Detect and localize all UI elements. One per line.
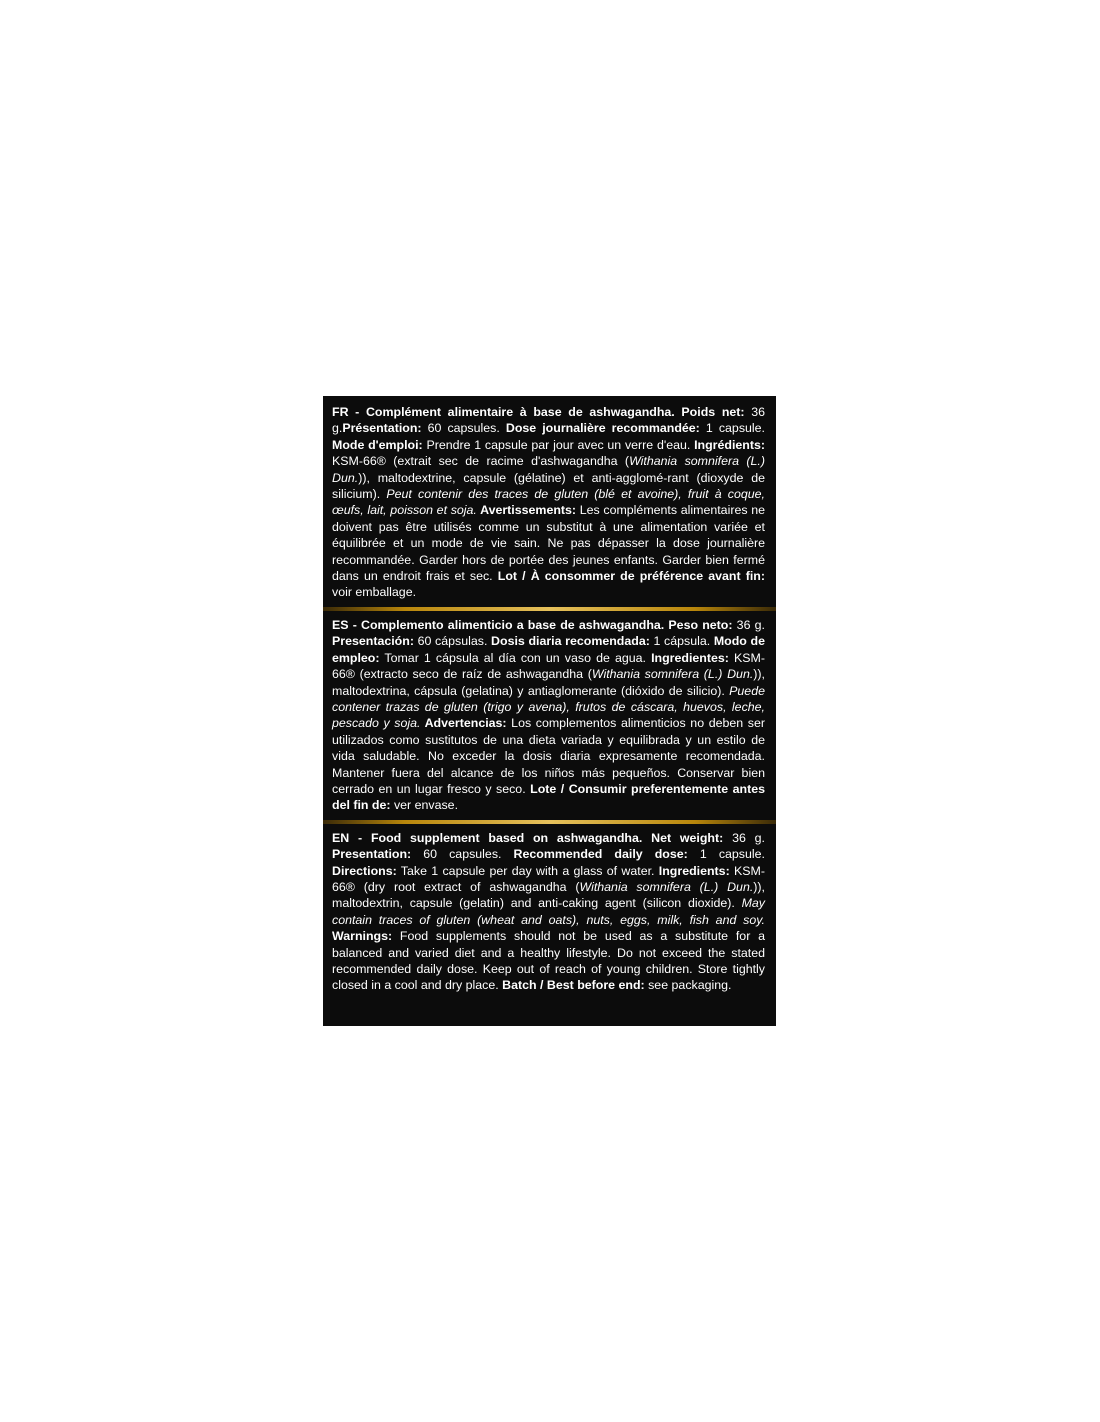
es-warnings-value: Los complementos alimenticios no deben ser utilizados como sustitutos de una dieta variada y equilibrada y un estilo de vida saludable. No exceder la dosis diaria expresamente recomendada. Mantener fuera del alcance de los niños más pequeños. Conservar bien cerrado en un lugar fresco y seco. bbox=[332, 716, 765, 796]
fr-traces: Peut contenir des traces de gluten (blé et avoine), fruit à coque, œufs, lait, poisson et soja. bbox=[332, 487, 765, 518]
en-warnings-label: Warnings: bbox=[332, 929, 393, 944]
en-dose-label: Recommended daily dose: bbox=[513, 847, 688, 862]
gold-divider bbox=[323, 820, 776, 824]
fr-header: FR - Complément alimentaire à base de ashwagandha. Poids net: bbox=[332, 405, 745, 419]
french-text bbox=[332, 404, 765, 601]
fr-usage-value: Prendre 1 capsule par jour avec un verre d'eau. bbox=[422, 437, 695, 452]
es-warnings-label: Advertencias: bbox=[420, 716, 507, 731]
es-dose-label: Dosis diaria recomendada: bbox=[491, 634, 650, 649]
fr-presentation-value: 60 capsules. bbox=[421, 421, 506, 436]
fr-batch-value: voir emballage. bbox=[332, 585, 417, 600]
fr-dose-value: 1 capsule. bbox=[699, 421, 765, 436]
en-traces: May contain traces of gluten (wheat and oats), nuts, eggs, milk, fish and soy. bbox=[332, 896, 765, 927]
en-usage-value: Take 1 capsule per day with a glass of water. bbox=[396, 863, 659, 878]
english-section bbox=[332, 830, 765, 994]
es-batch-label: Lote / Consumir preferentemente antes del fin de: bbox=[332, 781, 765, 813]
en-species: Withania somnifera (L.) Dun. bbox=[579, 879, 754, 894]
en-batch-value: see packaging. bbox=[644, 978, 732, 993]
french-section bbox=[332, 404, 765, 601]
en-ingredients-value-1: KSM-66® (dry root extract of ashwagandha ( bbox=[332, 863, 766, 894]
es-presentation-value: 60 cápsulas. bbox=[413, 634, 492, 649]
es-ingredients-value-1: KSM-66® (extracto seco de raíz de ashwagandha ( bbox=[332, 650, 765, 682]
fr-warnings-label: Avertissements: bbox=[476, 503, 577, 518]
en-net-weight: 36 g. bbox=[723, 830, 765, 845]
es-header: ES - Complemento alimenticio a base de ashwagandha. Peso neto: bbox=[332, 617, 733, 632]
fr-warnings-value: Les compléments alimentaires ne doivent pas être utilisés comme un substitut à une alimentation variée et équilibrée et un mode de vie sain. Ne pas dépasser la dose journalière recommandée. Garder hors de portée des jeunes enfants. Garder bien fermé dans un endroit frais et sec. bbox=[332, 503, 765, 584]
english-text bbox=[332, 830, 765, 994]
fr-ingredients-value-1: KSM-66® (extrait sec de racime d'ashwagandha ( bbox=[332, 454, 630, 469]
es-net-weight: 36 g. bbox=[732, 617, 765, 632]
en-header: EN - Food supplement based on ashwagandha. Net weight: bbox=[332, 830, 724, 845]
gold-divider bbox=[323, 607, 776, 611]
es-presentation-label: Presentación: bbox=[332, 634, 414, 649]
es-usage-value: Tomar 1 cápsula al día con un vaso de agua. bbox=[379, 650, 652, 665]
es-traces: Puede contener trazas de gluten (trigo y avena), frutos de cáscara, huevos, leche, pescado y soja. bbox=[332, 683, 765, 731]
spanish-section bbox=[332, 617, 765, 814]
spanish-text bbox=[332, 617, 765, 814]
es-usage-label: Modo de empleo: bbox=[332, 634, 765, 665]
fr-dose-label: Dose journalière recommandée: bbox=[505, 421, 700, 436]
en-warnings-value: Food supplements should not be used as a substitute for a balanced and varied diet and a healthy lifestyle. Do not exceed the stated recommended daily dose. Keep out of reach of young children. Store tightly closed in a cool and dry place. bbox=[332, 929, 765, 993]
es-batch-value: ver envase. bbox=[390, 798, 459, 813]
es-species: Withania somnifera (L.) Dun. bbox=[591, 667, 754, 682]
es-dose-value: 1 cápsula. bbox=[649, 634, 714, 649]
en-presentation-label: Presentation: bbox=[332, 847, 412, 862]
en-ingredients-value-2: )), maltodextrin, capsule (gelatin) and anti-caking agent (silicon dioxide). bbox=[332, 879, 765, 911]
en-usage-label: Directions: bbox=[332, 863, 397, 878]
es-ingredients-value-2: )), maltodextrina, cápsula (gelatina) y antiaglomerante (dióxido de silicio). bbox=[332, 667, 765, 698]
product-label-panel bbox=[323, 396, 776, 1026]
fr-presentation-label: Présentation: bbox=[342, 421, 422, 436]
en-ingredients-label: Ingredients: bbox=[658, 863, 730, 878]
fr-ingredients-label: Ingrédients: bbox=[694, 437, 765, 452]
fr-usage-label: Mode d'emploi: bbox=[332, 437, 423, 452]
fr-net-weight: 36 g. bbox=[332, 405, 765, 436]
en-batch-label: Batch / Best before end: bbox=[502, 978, 645, 993]
fr-species: Withania somnifera (L.) Dun. bbox=[332, 454, 765, 485]
en-presentation-value: 60 capsules. bbox=[411, 847, 514, 862]
en-dose-value: 1 capsule. bbox=[687, 847, 765, 862]
fr-batch-label: Lot / À consommer de préférence avant fin: bbox=[497, 569, 765, 584]
es-ingredients-label: Ingredientes: bbox=[651, 650, 729, 665]
fr-ingredients-value-2: )), maltodextrine, capsule (gélatine) et anti-agglomé-rant (dioxyde de silicium). bbox=[332, 470, 765, 502]
